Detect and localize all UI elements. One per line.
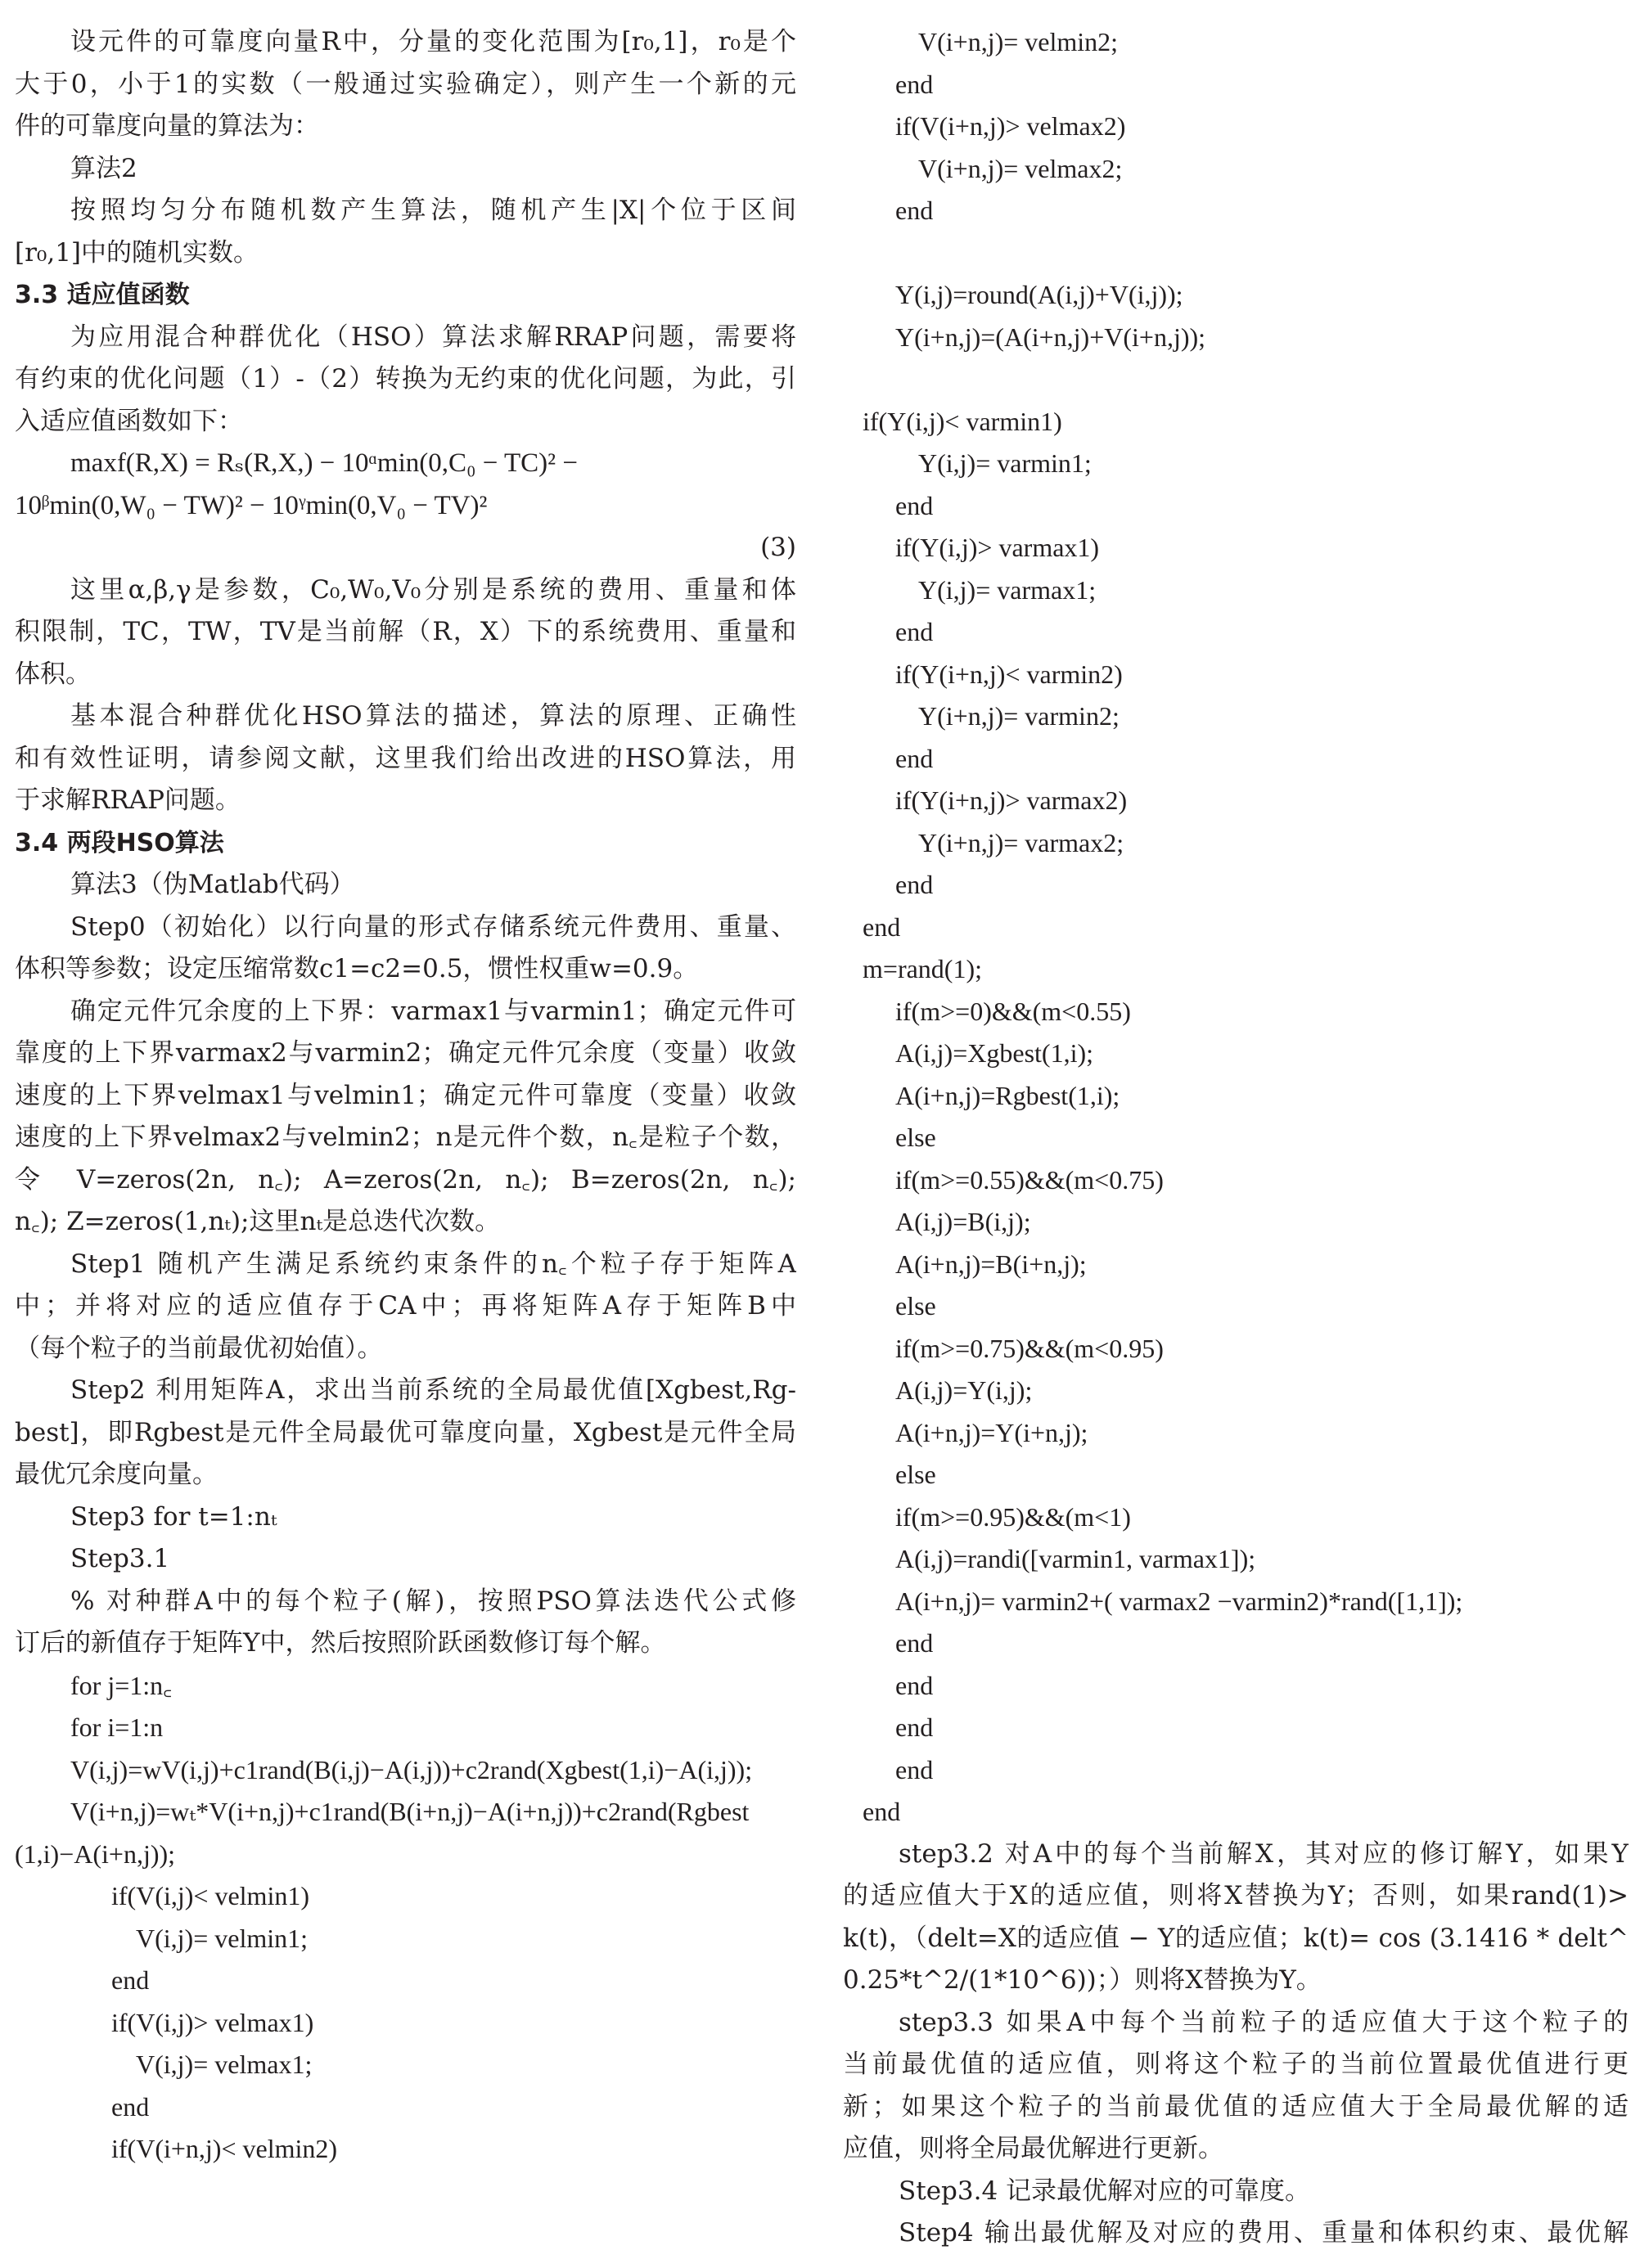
right-column-line: Step3.4 记录最优解对应的可靠度。 <box>899 2176 1311 2206</box>
right-column-line: if(V(i+n,j)> velmax2) <box>895 111 1126 141</box>
left-column-line: for i=1:n <box>70 1712 164 1742</box>
right-column-line: end <box>895 743 934 773</box>
left-column-line: 10ᵝmin(0,W₀ − TW)² − 10ᵞmin(0,V₀ − TV)² <box>15 490 488 520</box>
right-column-line: 当前最优值的适应值，则将这个粒子的当前位置最优值进行更 <box>843 2050 1629 2079</box>
right-column-line: end <box>895 617 934 646</box>
left-column-line: 中；并将对应的适应值存于CA中；再将矩阵A存于矩阵B中 <box>15 1291 796 1321</box>
left-column-line: 入适应值函数如下： <box>15 406 243 436</box>
right-column-line: Y(i+n,j)=(A(i+n,j)+V(i+n,j)); <box>895 322 1206 352</box>
right-column-line: Y(i+n,j)= varmax2; <box>918 827 1124 857</box>
left-column-line: 按照均匀分布随机数产生算法，随机产生|X|个位于区间 <box>70 196 796 225</box>
left-column-line: 订后的新值存于矩阵Y中，然后按照阶跃函数修订每个解。 <box>15 1628 666 1658</box>
right-column-line: end <box>895 196 934 225</box>
right-column-line: Y(i,j)= varmin1; <box>918 448 1092 478</box>
left-column-line: 设元件的可靠度向量R中，分量的变化范围为[r₀,1]，r₀是个 <box>70 27 796 56</box>
right-column-line: end <box>895 1628 934 1658</box>
left-column-line: 速度的上下界velmax1与velmin1；确定元件可靠度（变量）收敛 <box>15 1080 796 1110</box>
left-column-line: 有约束的优化问题（1）-（2）转换为无约束的优化问题，为此，引 <box>15 364 796 394</box>
right-column-line: A(i+n,j)=Rgbest(1,i); <box>895 1080 1120 1110</box>
right-column-line: A(i+n,j)= varmin2+( varmax2 −varmin2)*rand([1,1]); <box>895 1586 1463 1616</box>
left-column-line: 件的可靠度向量的算法为： <box>15 111 319 141</box>
left-column-line: V(i,j)=wV(i,j)+c1rand(B(i,j)−A(i,j))+c2rand(Xgbest(1,i)−A(i,j)); <box>70 1754 753 1784</box>
right-column-line: end <box>895 1754 934 1784</box>
right-column-line: step3.3 如果A中每个当前粒子的适应值大于这个粒子的 <box>899 2007 1629 2037</box>
left-column-line: 确定元件冗余度的上下界：varmax1与varmin1；确定元件可 <box>70 996 796 1026</box>
right-column-line: step3.2 对A中的每个当前解X，其对应的修订解Y，如果Y <box>899 1838 1629 1869</box>
right-column-line: else <box>895 1123 936 1152</box>
right-column <box>843 21 1629 2255</box>
left-column-line: 靠度的上下界varmax2与varmin2；确定元件冗余度（变量）收敛 <box>15 1038 796 1068</box>
right-column-line: end <box>895 870 934 899</box>
right-column-line: else <box>895 1291 936 1321</box>
left-column-line: end <box>111 1965 150 1995</box>
left-column-line: if(V(i+n,j)< velmin2) <box>111 2134 338 2163</box>
left-column-line: Step1 随机产生满足系统约束条件的n꜀个粒子存于矩阵A <box>70 1249 796 1279</box>
right-column-line: if(Y(i+n,j)> varmax2) <box>895 785 1128 815</box>
left-column-line: Step0（初始化）以行向量的形式存储系统元件费用、重量、 <box>70 911 796 942</box>
right-column-line: 0.25*t^2/(1*10^6))；）则将X替换为Y。 <box>843 1965 1322 1995</box>
left-column-line: best]，即Rgbest是元件全局最优可靠度向量，Xgbest是元件全局 <box>15 1417 796 1447</box>
left-column <box>15 21 796 2171</box>
right-column-line: A(i,j)=B(i,j); <box>895 1207 1031 1236</box>
right-column-line: else <box>895 1460 936 1489</box>
right-column-line: if(Y(i,j)> varmax1) <box>895 533 1100 562</box>
right-column-line: V(i+n,j)= velmax2; <box>918 153 1123 183</box>
right-column-line: A(i+n,j)=B(i+n,j); <box>895 1249 1087 1279</box>
right-column-line: end <box>895 490 934 520</box>
left-column-line: 和有效性证明，请参阅文献，这里我们给出改进的HSO算法，用 <box>15 743 796 773</box>
left-column-line: end <box>111 2091 150 2122</box>
left-column-line: V(i,j)= velmin1; <box>136 1923 309 1953</box>
left-column-line: for j=1:n꜀ <box>70 1670 173 1700</box>
left-column-line: Step2 利用矩阵A，求出当前系统的全局最优值[Xgbest,Rg- <box>70 1375 796 1405</box>
left-column-line: 3.4 两段HSO算法 <box>15 828 224 857</box>
left-column-line: % 对种群A中的每个粒子(解)，按照PSO算法迭代公式修 <box>70 1586 796 1616</box>
left-column-line: 算法2 <box>70 153 137 183</box>
right-column-line: k(t)，（delt=X的适应值 − Y的适应值；k(t)= cos (3.1416 * delt^ <box>843 1923 1629 1953</box>
left-column-line: if(V(i,j)< velmin1) <box>111 1881 309 1910</box>
left-column-line: (1,i)−A(i+n,j)); <box>15 1838 176 1869</box>
left-column-line: 体积。 <box>15 659 91 689</box>
left-column-line: 这里α,β,γ是参数，C₀,W₀,V₀分别是系统的费用、重量和体 <box>70 574 796 605</box>
right-column-line: if(Y(i+n,j)< varmin2) <box>895 659 1123 689</box>
left-column-line: n꜀); Z=zeros(1,nₜ);这里nₜ是总迭代次数。 <box>15 1207 501 1236</box>
left-column-line: V(i+n,j)=wₜ*V(i+n,j)+c1rand(B(i+n,j)−A(i+n,j))+c2rand(Rgbest <box>70 1797 750 1826</box>
right-column-line: Y(i,j)= varmax1; <box>918 574 1097 605</box>
right-column-line: end <box>895 69 934 99</box>
right-column-line <box>843 232 1629 275</box>
left-column-line: 积限制，TC，TW，TV是当前解（R，X）下的系统费用、重量和 <box>15 617 796 646</box>
left-column-line: (3) <box>760 533 796 562</box>
left-column-line: maxf(R,X) = Rₛ(R,X,) − 10ᵅmin(0,C₀ − TC)² − <box>70 448 578 478</box>
right-column-line: if(m>=0)&&(m<0.55) <box>895 996 1131 1026</box>
left-column-line: Step3 for t=1:nₜ <box>70 1501 277 1532</box>
left-column-line: 基本混合种群优化HSO算法的描述，算法的原理、正确性 <box>70 701 796 731</box>
right-column-line: if(m>=0.95)&&(m<1) <box>895 1501 1131 1532</box>
right-column-line: Y(i,j)=round(A(i,j)+V(i,j)); <box>895 280 1183 309</box>
left-column-line: [r₀,1]中的随机实数。 <box>15 237 259 268</box>
right-column-line: if(m>=0.55)&&(m<0.75) <box>895 1164 1164 1195</box>
left-column-line: 最优冗余度向量。 <box>15 1460 218 1489</box>
left-column-line: （每个粒子的当前最优初始值）。 <box>15 1333 383 1363</box>
right-column-line: end <box>895 1670 934 1700</box>
left-column-line: 算法3（伪Matlab代码） <box>70 870 355 899</box>
left-column-line: 大于0，小于1的实数（一般通过实验确定），则产生一个新的元 <box>15 69 796 99</box>
right-column-line: 新；如果这个粒子的当前最优值的适应值大于全局最优解的适 <box>843 2091 1629 2122</box>
left-column-line: 速度的上下界velmax2与velmin2；n是元件个数，n꜀是粒子个数， <box>15 1123 796 1152</box>
right-column-line: 应值，则将全局最优解进行更新。 <box>843 2134 1223 2163</box>
right-column-line: Step4 输出最优解及对应的费用、重量和体积约束、最优解 <box>899 2218 1629 2248</box>
left-column-line: 于求解RRAP问题。 <box>15 785 241 815</box>
left-column-line: 3.3 适应值函数 <box>15 281 190 309</box>
right-column-line: if(m>=0.75)&&(m<0.95) <box>895 1333 1164 1363</box>
left-column-line: if(V(i,j)> velmax1) <box>111 2007 314 2037</box>
right-column-line: end <box>863 911 901 942</box>
right-column-line: Y(i+n,j)= varmin2; <box>918 701 1120 731</box>
right-column-line: 的适应值大于X的适应值，则将X替换为Y；否则，如果rand(1)> <box>843 1881 1629 1910</box>
right-column-line: A(i,j)=randi([varmin1, varmax1]); <box>895 1544 1256 1573</box>
left-column-line: V(i,j)= velmax1; <box>136 2050 313 2079</box>
right-column-line: A(i,j)=Xgbest(1,i); <box>895 1038 1093 1068</box>
right-column-line: m=rand(1); <box>863 954 982 983</box>
right-column-line: A(i,j)=Y(i,j); <box>895 1375 1033 1405</box>
right-column-line: V(i+n,j)= velmin2; <box>918 27 1119 56</box>
right-column-line: end <box>895 1712 934 1742</box>
right-column-line: if(Y(i,j)< varmin1) <box>863 406 1062 436</box>
right-column-line: end <box>863 1797 901 1826</box>
left-column-line: Step3.1 <box>70 1544 170 1573</box>
right-column-line: A(i+n,j)=Y(i+n,j); <box>895 1417 1088 1447</box>
right-column-line <box>843 358 1629 401</box>
left-column-line: 为应用混合种群优化（HSO）算法求解RRAP问题，需要将 <box>70 322 796 352</box>
left-column-line: 令 V=zeros(2n, n꜀); A=zeros(2n, n꜀); B=zeros(2n, n꜀); <box>15 1164 796 1195</box>
left-column-line: 体积等参数；设定压缩常数c1=c2=0.5，惯性权重w=0.9。 <box>15 954 699 983</box>
